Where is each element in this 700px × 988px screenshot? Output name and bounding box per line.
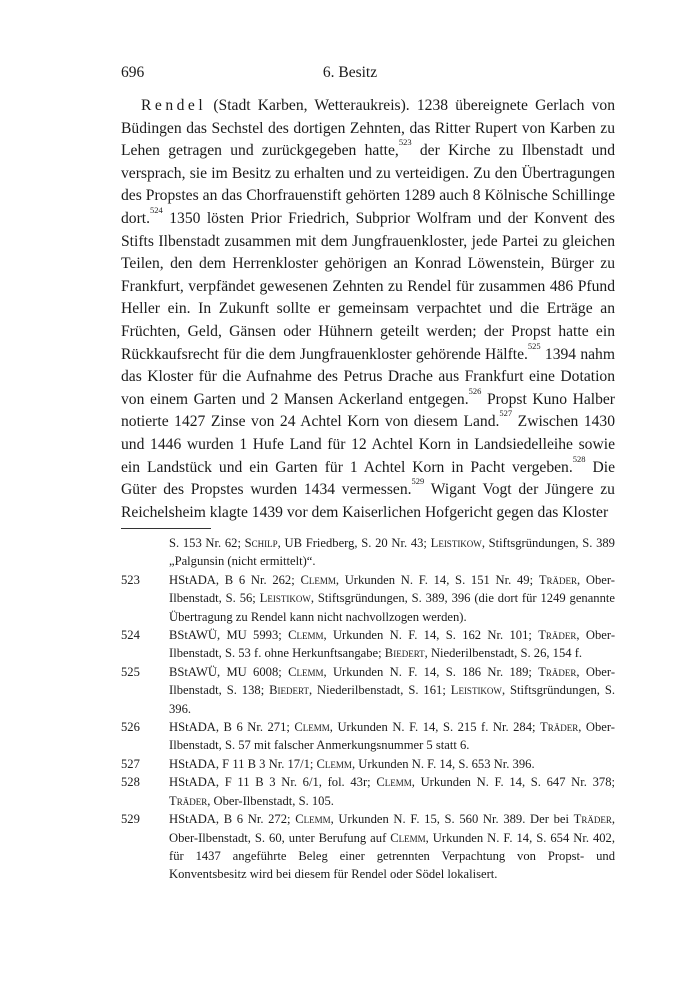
footnote-text: HStADA, B 6 Nr. 271; — [169, 720, 295, 735]
footnote — [121, 755, 615, 773]
author-name: Clemm — [390, 830, 426, 845]
footnote-number: 528 — [121, 775, 140, 790]
footnote-text: BStAWÜ, MU 6008; — [169, 664, 289, 679]
paragraph-text: 1394 nahm das Kloster für die Aufnahme des Petrus Drache aus Frankfurt eine Dotation von einem Garten und 2 Mansen Ackerland entgegen. — [121, 345, 615, 408]
footnote-number: 529 — [121, 812, 140, 827]
footnote-text: , Niederilbenstadt, S. 26, 154 f. — [424, 646, 583, 661]
footnote-text: , Ober-Ilbenstadt, S. 60, unter Berufung auf — [169, 812, 615, 845]
author-name: Träder — [538, 664, 577, 679]
footnote-ref: 529 — [411, 476, 425, 487]
author-name: Biedert — [384, 646, 425, 661]
author-name: Biedert — [269, 683, 309, 698]
footnote — [121, 773, 615, 810]
author-name: Clemm — [288, 628, 324, 643]
footnote-text: , Urkunden N. F. 14, S. 647 Nr. 378; — [411, 775, 615, 790]
page-number: 696 — [121, 64, 145, 81]
running-head: 6. Besitz — [322, 64, 378, 81]
footnote-separator — [121, 528, 211, 529]
footnote-text: , Stiftsgründungen, S. 396. — [169, 683, 615, 716]
footnote-text: , Urkunden N. F. 14, S. 654 Nr. 402, für 1437 angeführte Beleg einer getrennten Verpachtung von Propst- und Konventsbesitz wird bei diesem für Rendel oder Södel lokalisert. — [169, 830, 615, 882]
place-lemma: Rendel — [141, 97, 207, 114]
footnote-ref: 523 — [398, 137, 412, 148]
footnote-text: , Ober-Ilbenstadt, S. 105. — [207, 793, 334, 808]
author-name: Clemm — [376, 775, 412, 790]
footnote-continuation — [121, 534, 615, 571]
footnote-ref: 524 — [150, 204, 163, 215]
paragraph-text: Wigant Vogt der Jüngere zu Reichelsheim klagte 1439 vor dem Kaiserlichen Hofgericht gegen das Kloster — [121, 481, 615, 521]
author-name: Träder — [573, 812, 612, 827]
footnote-text: , Niederilbenstadt, S. 161; — [308, 683, 451, 698]
footnote-ref: 528 — [572, 453, 586, 464]
footnote — [121, 571, 615, 626]
footnote-text: , Urkunden N. F. 14, S. 653 Nr. 396. — [351, 756, 535, 771]
author-name: Träder — [538, 572, 578, 587]
paragraph-text: Zwischen 1430 und 1446 wurden 1 Hufe Land für 12 Achtel Korn in Landsiedelleihe sowie ein Landstück und ein Garten für 1 Achtel Korn in Pacht vergeben. — [121, 413, 616, 476]
paragraph-text: der Kirche zu Ilbenstadt und versprach, sie im Besitz zu erhalten und zu verteidigen. Zu den Übertragungen des Propstes an das Chorfrauenstift gehörten 1289 auch 8 Kölnische Schillinge dort. — [121, 142, 615, 227]
author-name: Clemm — [295, 812, 331, 827]
author-name: Leistikow — [450, 683, 502, 698]
footnote-text: , Ober-Ilbenstadt, S. 53 f. ohne Herkunftsangabe; — [169, 628, 616, 661]
footnote-text: , Urkunden N. F. 14, S. 186 Nr. 189; — [323, 664, 539, 679]
author-name: Träder — [540, 720, 579, 735]
footnote-text: S. 153 Nr. 62; — [169, 536, 245, 550]
footnotes — [121, 534, 615, 884]
footnote-number: 524 — [121, 628, 140, 643]
footnote — [121, 718, 615, 755]
footnote-list — [121, 571, 615, 884]
footnote-text: , Ober-Ilbenstadt, S. 56; — [169, 572, 615, 606]
footnote-number: 523 — [121, 572, 140, 587]
footnote-ref: 527 — [499, 408, 513, 419]
footnote-text: , UB Friedberg, S. 20 Nr. 43; — [277, 536, 431, 550]
author-name: Träder — [169, 793, 208, 808]
footnote — [121, 663, 615, 718]
footnote-text: , Urkunden N. F. 14, S. 215 f. Nr. 284; — [329, 720, 541, 735]
author-name: Leistikow — [259, 591, 311, 606]
paragraph-text: Propst Kuno Halber notierte 1427 Zinse von 24 Achtel Korn von diesem Land. — [121, 390, 615, 431]
author-name: Clemm — [288, 664, 324, 679]
paragraph-text: 1350 lösten Prior Friedrich, Subprior Wolfram und der Konvent des Stifts Ilbenstadt zusammen mit dem Jungfrauenkloster, jede Partei zu gleichen Teilen, den dem Herrenkloster gehörigen an Konrad Löwenstein, Bürger zu Frankfurt, verpfändet gewesenen Zehnten zu Rendel für zusammen 486 Pfund Heller ein. In Zukunft sollte er gemeinsam verpachtet und die Erträge an Früchten, Geld, Gänsen oder Hühnern geteilt werden; der Propst hatte ein Rückkaufsrecht für die dem Jungfrauenkloster gehörende Hälfte. — [121, 209, 615, 363]
author-name: Clemm — [300, 572, 336, 587]
author-name: Träder — [538, 628, 577, 643]
footnote — [121, 810, 615, 884]
footnote-number: 526 — [121, 720, 140, 735]
footnote — [121, 626, 615, 663]
footnote-text: HStADA, F 11 B 3 Nr. 17/1; — [169, 756, 317, 771]
footnote-text: , Urkunden N. F. 15, S. 560 Nr. 389. Der bei — [330, 812, 574, 827]
footnote-text: HStADA, B 6 Nr. 262; — [169, 572, 301, 587]
footnote-text: , Urkunden N. F. 14, S. 162 Nr. 101; — [323, 628, 539, 643]
footnote-text: , Stiftsgründungen, S. 389 „Palgunsin (nicht ermittelt)“. — [169, 536, 615, 569]
paragraph-text: (Stadt Karben, Wetteraukreis). 1238 übereignete Gerlach von Büdingen das Sechstel des dortigen Zehnten, das Ritter Rupert von Karben zu Lehen getragen und zurückgegeben hatte, — [121, 97, 615, 160]
paragraph-text: Die Güter des Propstes wurden 1434 vermessen. — [121, 458, 615, 499]
author-name: Leistikow — [430, 536, 482, 550]
author-name: Clemm — [294, 720, 330, 735]
footnote-text: BStAWÜ, MU 5993; — [169, 628, 289, 643]
footnote-number: 527 — [121, 756, 140, 771]
footnote-text: , Ober-Ilbenstadt, S. 138; — [169, 664, 616, 698]
main-paragraph — [121, 95, 615, 524]
author-name: Clemm — [316, 756, 352, 771]
footnote-number: 525 — [121, 664, 140, 679]
footnote-text: HStADA, F 11 B 3 Nr. 6/1, fol. 43r; — [169, 775, 377, 790]
footnote-ref: 525 — [527, 340, 541, 351]
footnote-text: HStADA, B 6 Nr. 272; — [169, 812, 296, 827]
footnote-text: , Stiftsgründungen, S. 389, 396 (die dort für 1249 genannte Übertragung zu Rendel kann nicht nachvollzogen werden). — [169, 591, 615, 624]
footnote-ref: 526 — [468, 385, 482, 396]
footnote-text: , Ober-Ilbenstadt, S. 57 mit falscher Anmerkungsnummer 5 statt 6. — [169, 720, 615, 753]
footnote-text: , Urkunden N. F. 14, S. 151 Nr. 49; — [335, 572, 539, 587]
author-name: Schilp — [244, 536, 278, 550]
